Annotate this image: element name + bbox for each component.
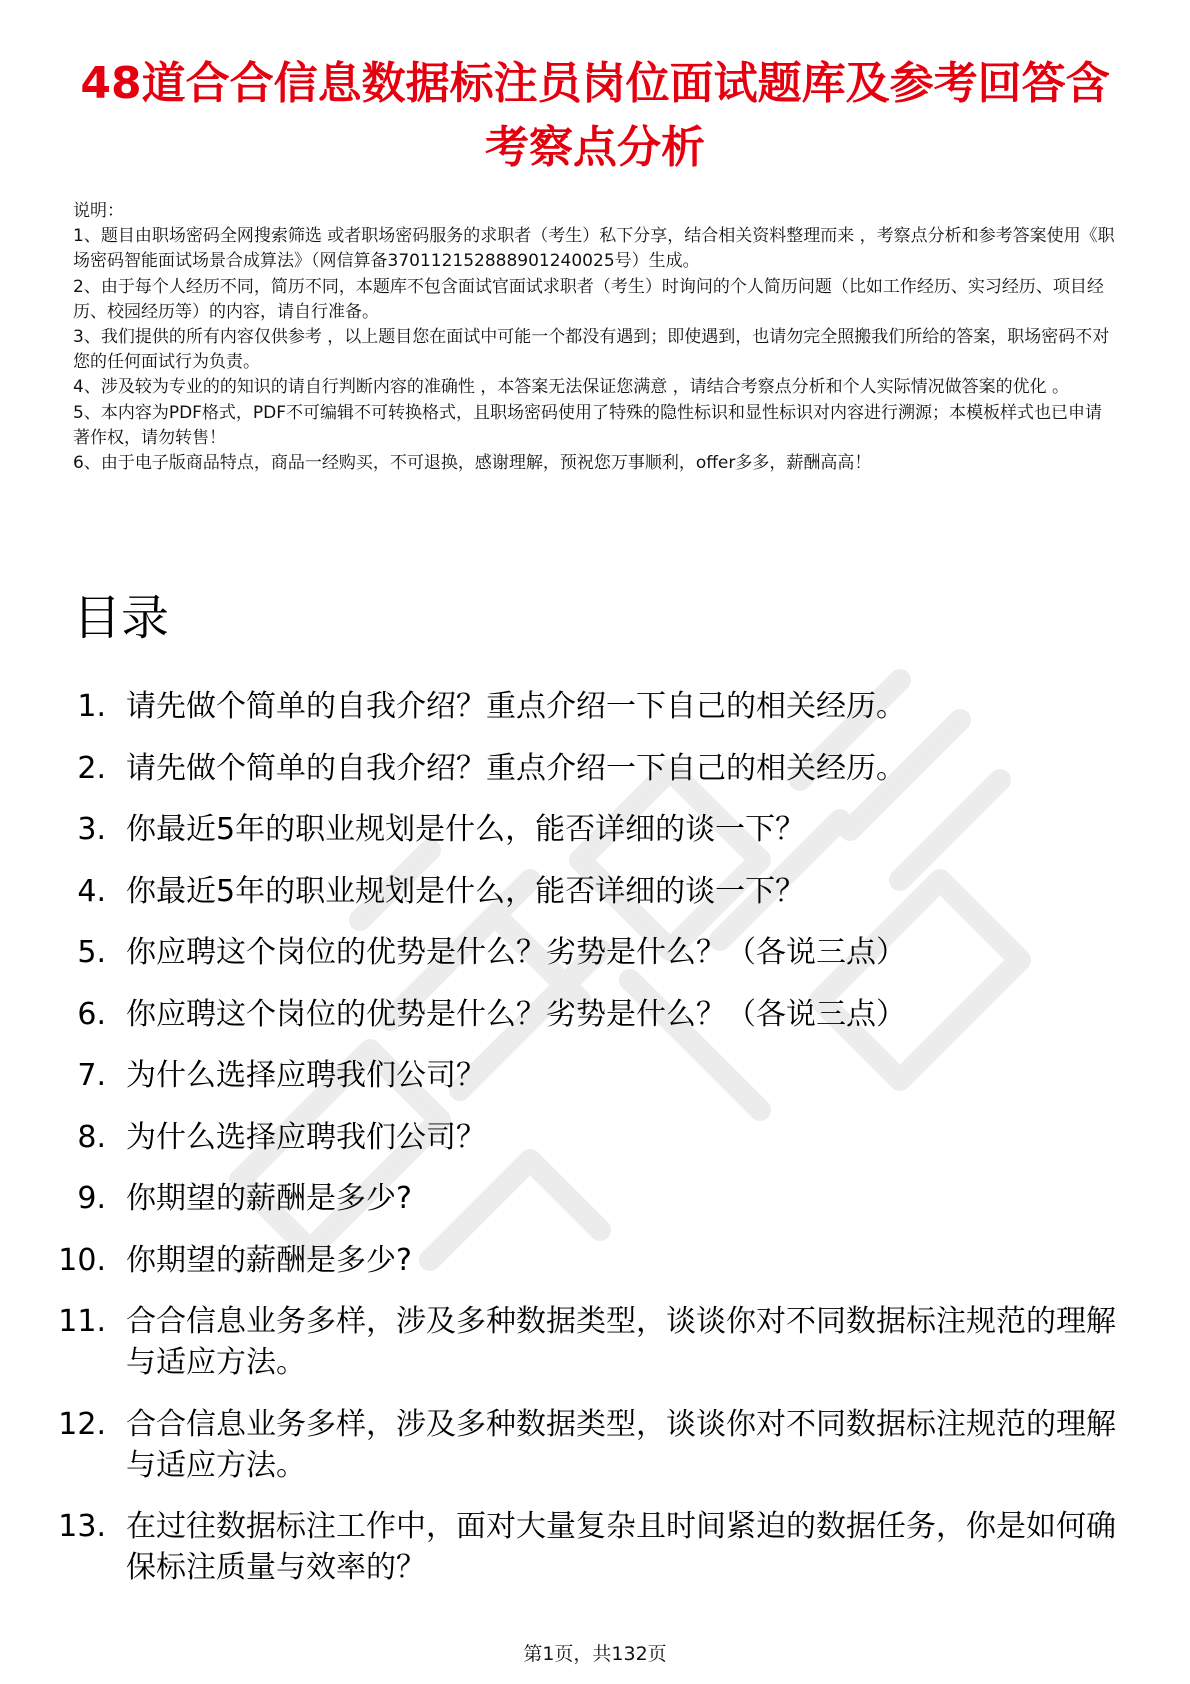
toc-item-number: 11.	[58, 1304, 106, 1339]
toc-item-text: 在过往数据标注工作中，面对大量复杂且时间紧迫的数据任务，你是如何确保标注质量与效率的？	[126, 1509, 1116, 1585]
notes-section	[73, 199, 1118, 476]
toc-item-number: 8.	[77, 1119, 106, 1155]
toc-item-11[interactable]	[0, 1301, 1190, 1383]
toc-item-4[interactable]	[0, 871, 1190, 912]
toc-list	[0, 686, 1190, 1609]
toc-item-9[interactable]	[0, 1178, 1190, 1219]
note-item: 5、本内容为PDF格式，PDF不可编辑不可转换格式，且职场密码使用了特殊的隐性标识和显性标识对内容进行溯源；本模板样式也已申请著作权，请勿转售！	[73, 402, 1103, 448]
toc-item-number: 7.	[77, 1058, 106, 1093]
notes-label: 说明：	[73, 201, 124, 221]
note-item: 2、由于每个人经历不同，简历不同，本题库不包含面试官面试求职者（考生）时询问的个人简历问题（比如工作经历、实习经历、项目经历、校园经历等）的内容，请自行准备。	[73, 276, 1104, 322]
toc-item-number: 9.	[77, 1181, 106, 1216]
toc-item-number: 3.	[77, 812, 106, 847]
toc-item-10[interactable]	[0, 1240, 1190, 1281]
toc-item-5[interactable]	[0, 932, 1190, 973]
toc-item-12[interactable]	[0, 1404, 1190, 1486]
toc-item-number: 12.	[58, 1406, 106, 1442]
toc-item-text: 为什么选择应聘我们公司？	[126, 1058, 486, 1093]
toc-item-3[interactable]	[0, 809, 1190, 850]
toc-item-2[interactable]	[0, 748, 1190, 789]
toc-item-text: 你期望的薪酬是多少?	[126, 1242, 412, 1278]
toc-item-number: 5.	[77, 935, 106, 970]
toc-item-text: 你最近5年的职业规划是什么，能否详细的谈一下？	[126, 812, 806, 847]
toc-item-number: 1.	[77, 689, 106, 724]
toc-item-number: 10.	[58, 1242, 106, 1278]
toc-item-text: 你应聘这个岗位的优势是什么？劣势是什么？（各说三点）	[126, 996, 906, 1032]
toc-item-13[interactable]	[0, 1506, 1190, 1588]
document-title: 48道合合信息数据标注员岗位面试题库及参考回答含考察点分析	[80, 58, 1110, 173]
toc-item-text: 请先做个简单的自我介绍？重点介绍一下自己的相关经历。	[126, 689, 906, 724]
toc-item-8[interactable]	[0, 1117, 1190, 1158]
toc-item-6[interactable]	[0, 994, 1190, 1035]
toc-item-number: 6.	[77, 996, 106, 1032]
toc-heading: 目录	[73, 590, 170, 646]
note-item: 4、涉及较为专业的的知识的请自行判断内容的准确性 ，本答案无法保证您满意 ，请结合考察点分析和个人实际情况做答案的优化 。	[73, 377, 1070, 398]
toc-item-number: 4.	[77, 873, 106, 909]
toc-item-text: 请先做个简单的自我介绍？重点介绍一下自己的相关经历。	[126, 750, 906, 786]
toc-item-7[interactable]	[0, 1055, 1190, 1096]
note-item: 1、题目由职场密码全网搜索筛选 或者职场密码服务的求职者（考生）私下分享，结合相关资料整理而来 ，考察点分析和参考答案使用《职场密码智能面试场景合成算法》（网信算备370112152888901240025号）生成。	[73, 226, 1115, 272]
note-item: 3、我们提供的所有内容仅供参考 ，以上题目您在面试中可能一个都没有遇到；即使遇到，也请勿完全照搬我们所给的答案，职场密码不对您的任何面试行为负责。	[73, 327, 1110, 373]
toc-item-text: 你最近5年的职业规划是什么，能否详细的谈一下？	[126, 873, 806, 909]
toc-item-text: 你应聘这个岗位的优势是什么？劣势是什么？（各说三点）	[126, 935, 906, 970]
toc-item-text: 你期望的薪酬是多少?	[126, 1181, 412, 1216]
toc-item-number: 2.	[77, 750, 106, 786]
toc-item-number: 13.	[58, 1509, 106, 1544]
toc-item-1[interactable]	[0, 686, 1190, 727]
toc-item-text: 合合信息业务多样，涉及多种数据类型，谈谈你对不同数据标注规范的理解与适应方法。	[126, 1406, 1116, 1483]
note-item: 6、由于电子版商品特点，商品一经购买，不可退换，感谢理解，预祝您万事顺利，offer多多，薪酬高高！	[73, 453, 872, 474]
toc-item-text: 为什么选择应聘我们公司？	[126, 1119, 486, 1155]
page-footer: 第1页，共132页	[523, 1643, 667, 1665]
toc-item-text: 合合信息业务多样，涉及多种数据类型，谈谈你对不同数据标注规范的理解与适应方法。	[126, 1304, 1116, 1380]
